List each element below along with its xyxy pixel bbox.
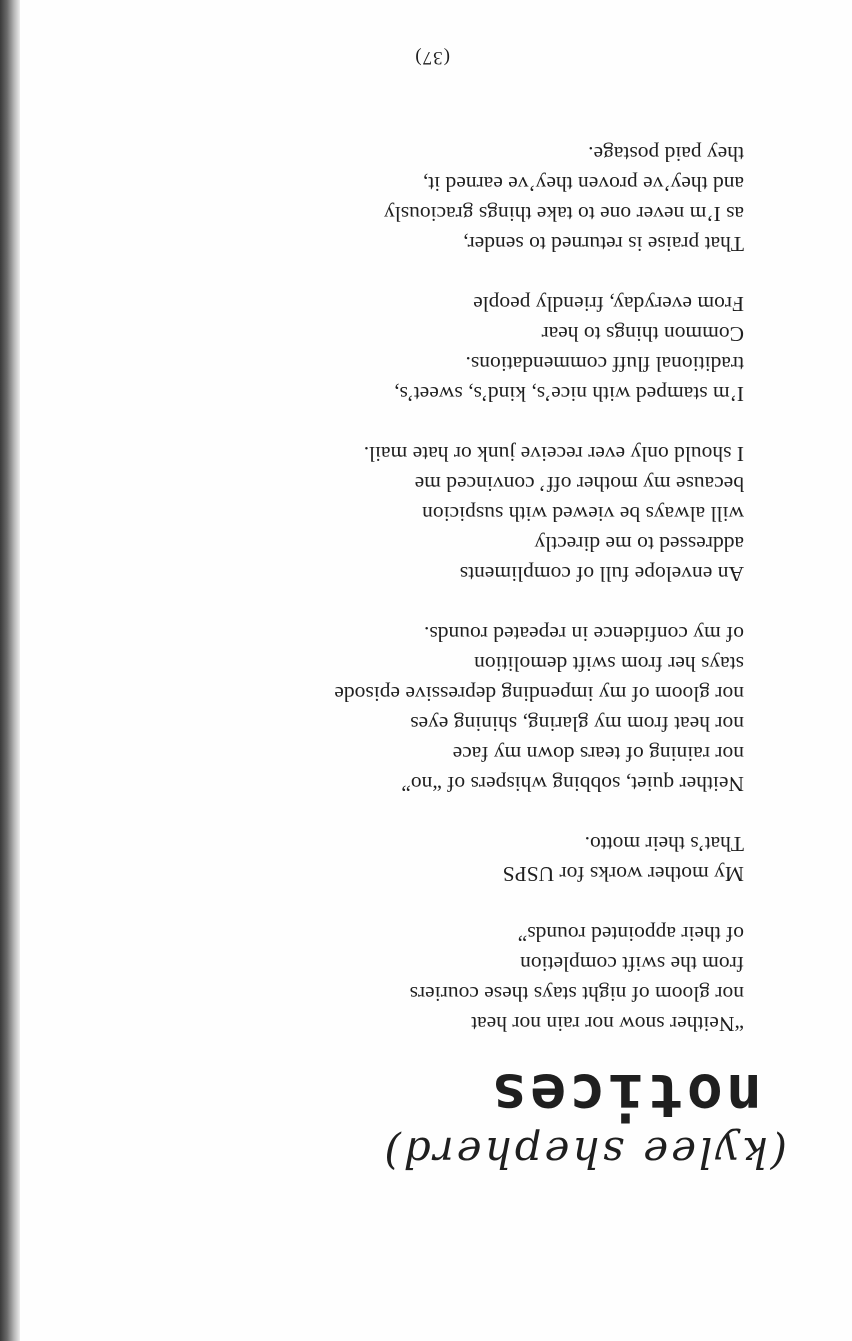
- poem-line: because my mother off’ convinced me: [414, 472, 744, 496]
- poem-line: of my confidence in repeated rounds.: [424, 622, 744, 646]
- poem-line: Neither quiet, sobbing whispers of “no”: [401, 772, 744, 796]
- poem-line: will always be viewed with suspicion: [422, 502, 744, 526]
- poem-line: and they’ve proven they’ve earned it,: [422, 172, 744, 196]
- poem-line: as I’m never one to take things graciously: [383, 202, 744, 226]
- stanza: [247, 289, 744, 409]
- poem-line: stays her from swift demolition: [474, 652, 744, 676]
- poem-line: That praise is returned to sender,: [463, 232, 744, 256]
- poem-line: From everyday, friendly people: [473, 292, 744, 316]
- poem-line: addressed to me directly: [534, 532, 744, 556]
- stanza: [247, 919, 744, 1039]
- poem-line: “Neither snow nor rain nor heat: [471, 1012, 744, 1036]
- page-number: (37): [414, 47, 450, 68]
- poem-line: nor gloom of my impending depressive episode: [334, 682, 744, 706]
- poem-line: they paid postage.: [588, 142, 744, 166]
- poem-line: nor heat from my glaring, shining eyes: [410, 712, 744, 736]
- author-name: (kylee shepherd): [381, 1128, 787, 1177]
- stanza: [247, 139, 744, 259]
- stanza: [247, 619, 744, 799]
- poem-line: I should only ever receive junk or hate mail.: [363, 442, 744, 466]
- poem-body: [247, 139, 787, 1039]
- poem-line: Common things to hear: [541, 322, 744, 346]
- poem-line: That’s their motto.: [584, 832, 744, 856]
- poem-line: traditional fluff commendations.: [465, 352, 744, 376]
- poem-line: nor gloom of night stays these couriers: [409, 982, 744, 1006]
- poem-line: from the swift completion: [520, 952, 744, 976]
- stanza: [247, 829, 744, 889]
- poem-line: An envelope full of compliments: [459, 562, 744, 586]
- poem-line: of their appointed rounds”: [517, 922, 744, 946]
- poem-line: I’m stamped with nice’s, kind’s, sweet’s,: [394, 382, 744, 406]
- stanza: [247, 439, 744, 589]
- poem-block: [247, 109, 787, 1181]
- poem-title: notices: [488, 1060, 762, 1130]
- poem-line: My mother works for USPS: [502, 862, 744, 886]
- poem-line: nor raining of tears down my face: [452, 742, 744, 766]
